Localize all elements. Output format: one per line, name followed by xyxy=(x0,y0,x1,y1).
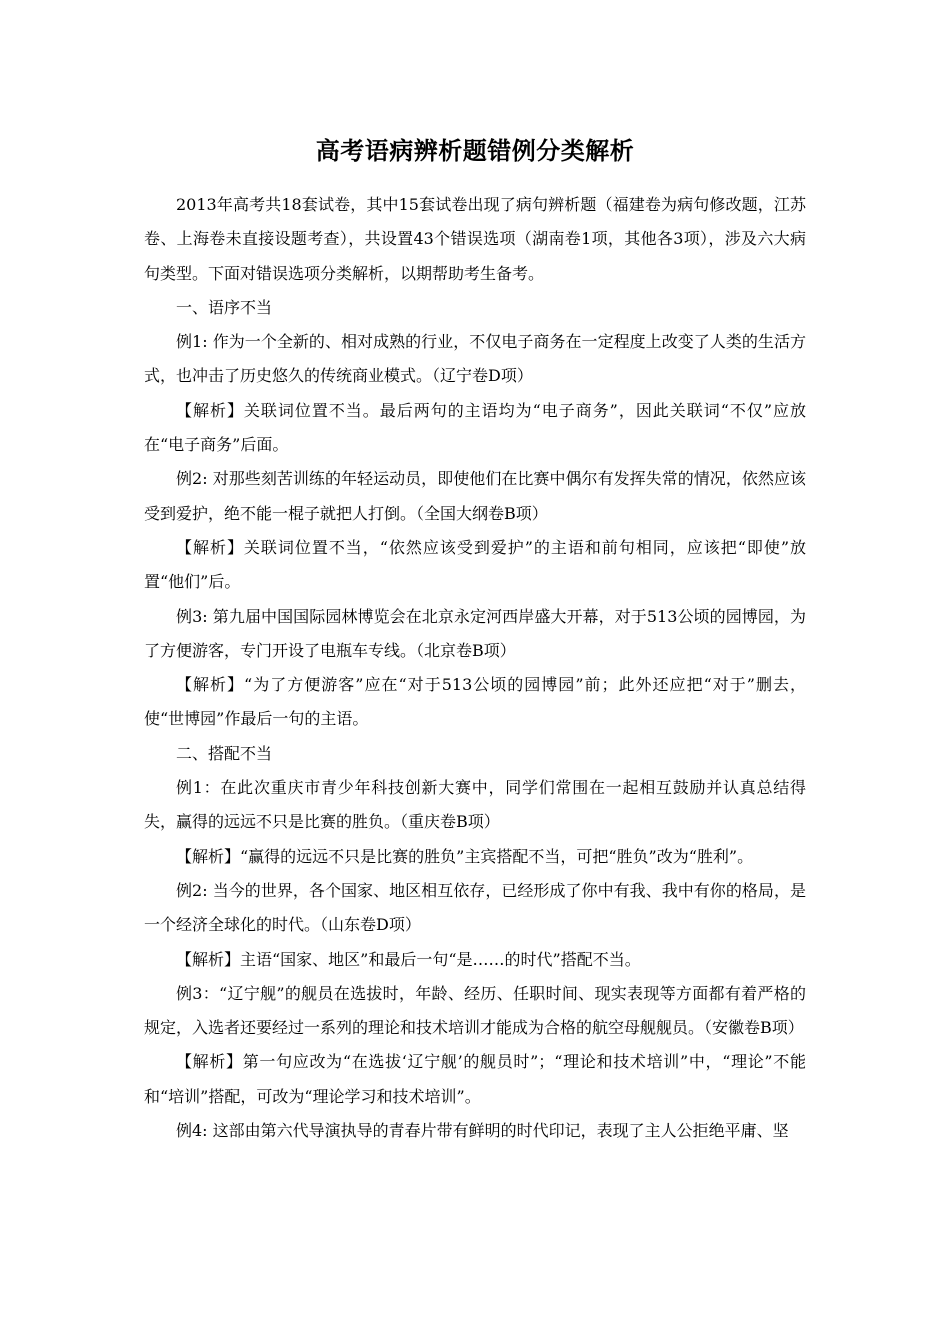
example-paragraph: 例1: 作为一个全新的、相对成熟的行业，不仅电子商务在一定程度上改变了人类的生活方式，也冲击了历史悠久的传统商业模式。（辽宁卷D项） xyxy=(144,332,806,386)
analysis-paragraph: 【解析】关联词位置不当。最后两句的主语均为“电子商务”，因此关联词“不仅”应放在“电子商务”后面。 xyxy=(144,400,806,455)
analysis-paragraph: 【解析】关联词位置不当，“依然应该受到爱护”的主语和前句相同，应该把“即使”放置“他们”后。 xyxy=(144,537,806,592)
section-heading: 一、语序不当 xyxy=(176,297,273,317)
analysis-paragraph: 【解析】“赢得的远远不只是比赛的胜负”主宾搭配不当，可把“胜负”改为“胜利”。 xyxy=(176,846,754,866)
analysis-paragraph: 【解析】主语“国家、地区”和最后一句“是……的时代”搭配不当。 xyxy=(176,949,641,969)
example-paragraph: 例2: 当今的世界，各个国家、地区相互依存，已经形成了你中有我、我中有你的格局，是一个经济全球化的时代。（山东卷D项） xyxy=(144,880,806,935)
example-paragraph: 例2: 对那些刻苦训练的年轻运动员，即使他们在比赛中偶尔有发挥失常的情况，依然应该受到爱护，绝不能一棍子就把人打倒。（全国大纲卷B项） xyxy=(144,469,806,523)
analysis-paragraph: 【解析】第一句应改为“在选拔‘辽宁舰’的舰员时”；“理论和技术培训”中，“理论”不能和“培训”搭配，可改为“理论学习和技术培训”。 xyxy=(144,1052,806,1106)
example-paragraph: 例3：“辽宁舰”的舰员在选拔时，年龄、经历、任职时间、现实表现等方面都有着严格的规定，入选者还要经过一系列的理论和技术培训才能成为合格的航空母舰舰员。（安徽卷B项） xyxy=(144,983,806,1038)
analysis-paragraph: 【解析】“为了方便游客”应在“对于513公顷的园博园”前；此外还应把“对于”删去，使“世博园”作最后一句的主语。 xyxy=(144,675,806,729)
example-paragraph: 例1：在此次重庆市青少年科技创新大赛中，同学们常围在一起相互鼓励并认真总结得失，赢得的远远不只是比赛的胜负。（重庆卷B项） xyxy=(144,778,806,832)
example-paragraph: 例4: 这部由第六代导演执导的青春片带有鲜明的时代印记，表现了主人公拒绝平庸、坚 xyxy=(176,1121,789,1141)
document-body xyxy=(144,188,806,1148)
section-heading: 二、搭配不当 xyxy=(176,743,273,763)
document-title: 高考语病辨析题错例分类解析 xyxy=(315,136,635,165)
intro-paragraph: 2013年高考共18套试卷，其中15套试卷出现了病句辨析题（福建卷为病句修改题，江苏卷、上海卷未直接设题考查），共设置43个错误选项（湖南卷1项，其他各3项），涉及六大病句类型。下面对错误选项分类解析，以期帮助考生备考。 xyxy=(144,195,806,283)
example-paragraph: 例3: 第九届中国国际园林博览会在北京永定河西岸盛大开幕，对于513公顷的园博园，为了方便游客，专门开设了电瓶车专线。（北京卷B项） xyxy=(144,606,806,660)
